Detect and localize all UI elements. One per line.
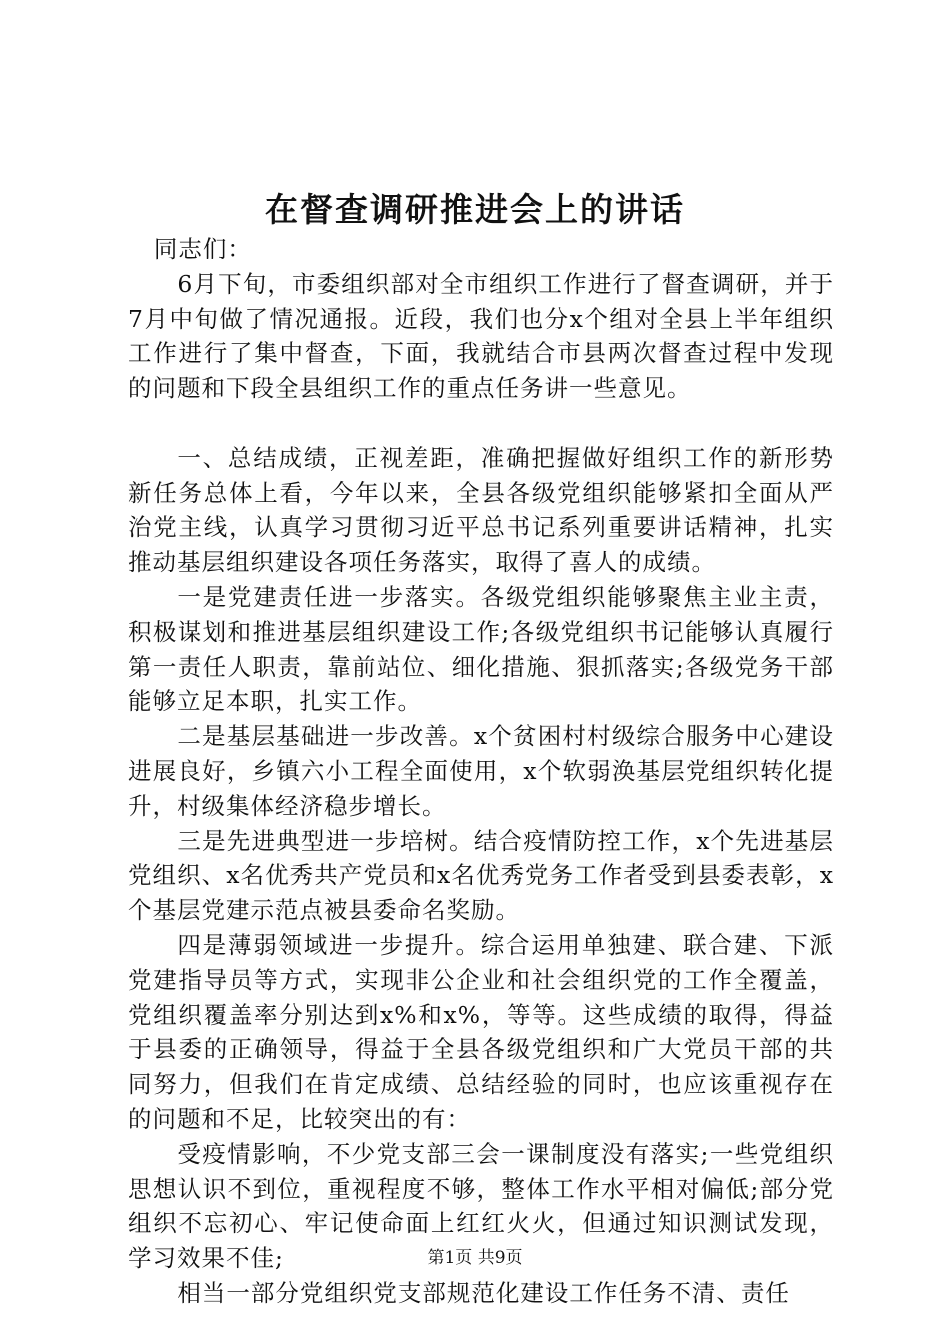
point-two-paragraph: 二是基层基础进一步改善。x个贫困村村级综合服务中心建设进展良好，乡镇六小工程全面使用，x个软弱涣基层党组织转化提升，村级集体经济稳步增长。 — [128, 722, 834, 820]
continuation-paragraph: 相当一部分党组织党支部规范化建设工作任务不清、责任 — [177, 1278, 790, 1307]
page-footer: 第1页 共9页 — [427, 1248, 523, 1268]
document-title: 在督查调研推进会上的讲话 — [265, 190, 685, 229]
section-heading-paragraph: 一、总结成绩，正视差距，准确把握做好组织工作的新形势新任务总体上看，今年以来，全县各级党组织能够紧扣全面从严治党主线，认真学习贯彻习近平总书记系列重要讲话精神，扎实推动基层组织建设各项任务落实，取得了喜人的成绩。 — [128, 443, 834, 577]
salutation: 同志们： — [153, 235, 252, 263]
intro-paragraph: 6月下旬，市委组织部对全市组织工作进行了督查调研，并于7月中旬做了情况通报。近段，我们也分x个组对全县上半年组织工作进行了集中督查，下面，我就结合市县两次督查过程中发现的问题和下段全县组织工作的重点任务讲一些意见。 — [128, 269, 834, 403]
problem-paragraph: 受疫情影响，不少党支部三会一课制度没有落实;一些党组织思想认识不到位，重视程度不够，整体工作水平相对偏低;部分党组织不忘初心、牢记使命面上红红火火，但通过知识测试发现，学习效果不佳; — [128, 1139, 834, 1273]
point-three-paragraph: 三是先进典型进一步培树。结合疫情防控工作，x个先进基层党组织、x名优秀共产党员和x名优秀党务工作者受到县委表彰，x个基层党建示范点被县委命名奖励。 — [128, 826, 834, 925]
document-body — [128, 232, 834, 1311]
point-four-paragraph: 四是薄弱领域进一步提升。综合运用单独建、联合建、下派党建指导员等方式，实现非公企业和社会组织党的工作全覆盖，党组织覆盖率分别达到x%和x%，等等。这些成绩的取得，得益于县委的正确领导，得益于全县各级党组织和广大党员干部的共同努力，但我们在肯定成绩、总结经验的同时，也应该重视存在的问题和不足，比较突出的有： — [128, 930, 834, 1133]
point-one-paragraph: 一是党建责任进一步落实。各级党组织能够聚焦主业主责，积极谋划和推进基层组织建设工作;各级党组织书记能够认真履行第一责任人职责，靠前站位、细化措施、狠抓落实;各级党务干部能够立足本职，扎实工作。 — [128, 582, 834, 716]
